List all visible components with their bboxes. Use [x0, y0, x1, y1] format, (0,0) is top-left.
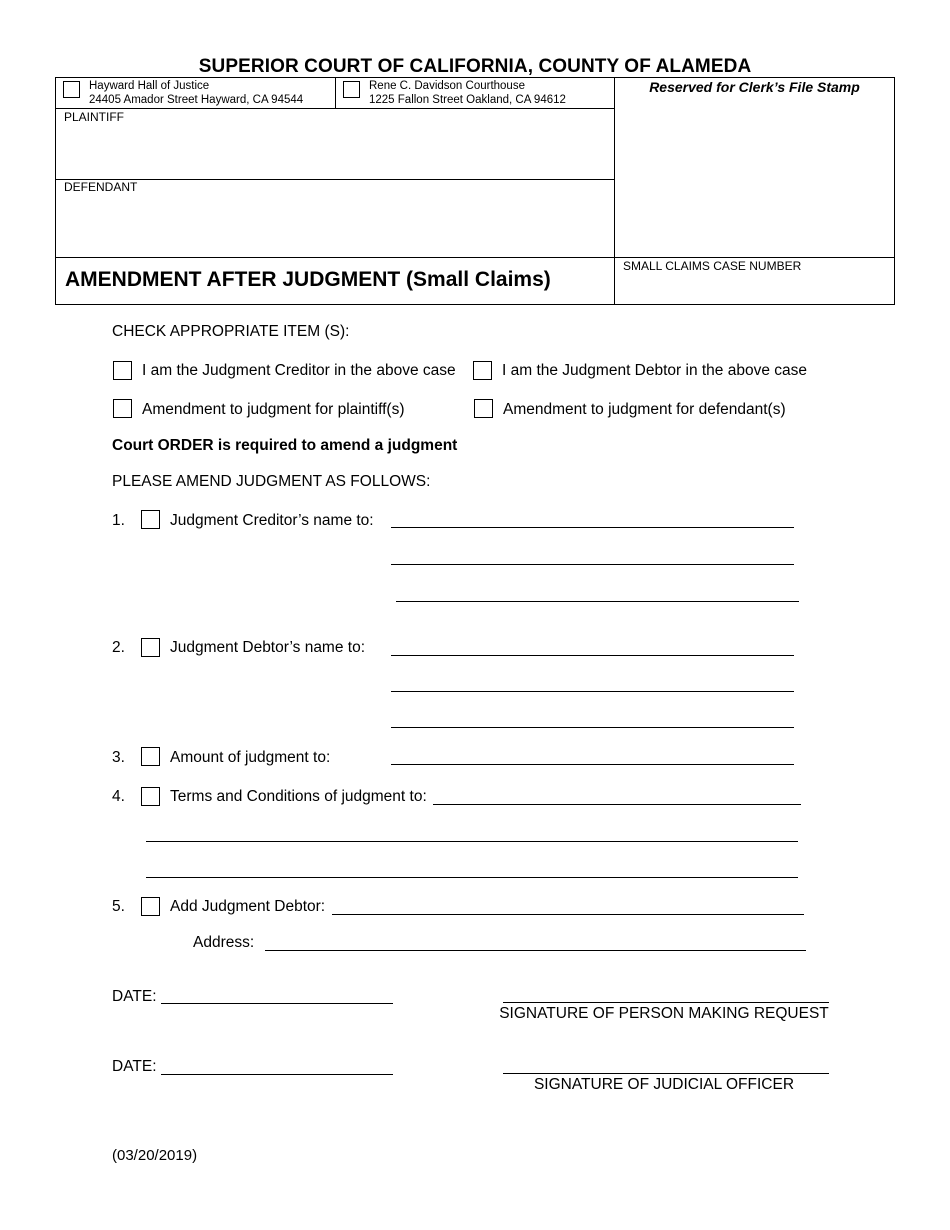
item-4-line-1[interactable]: [433, 804, 801, 805]
date-1-label: DATE:: [112, 988, 157, 1005]
item-5-number: 5.: [112, 898, 125, 915]
item-2-line-3[interactable]: [391, 727, 794, 728]
item-1-number: 1.: [112, 512, 125, 529]
courthouse-oakland: [369, 79, 566, 107]
date-2-label: DATE:: [112, 1058, 157, 1075]
item-3-line[interactable]: [391, 764, 794, 765]
judgment-creditor-checkbox[interactable]: [113, 361, 132, 380]
caption-divider: [614, 77, 615, 305]
courthouse-hayward-name: Hayward Hall of Justice: [89, 80, 210, 92]
courthouse-divider: [335, 77, 336, 108]
amend-for-plaintiff-label: Amendment to judgment for plaintiff(s): [142, 401, 405, 418]
item-5-checkbox[interactable]: [141, 897, 160, 916]
amend-for-defendant-checkbox[interactable]: [474, 399, 493, 418]
item-4-label: Terms and Conditions of judgment to:: [170, 788, 427, 805]
judgment-creditor-option-label: I am the Judgment Creditor in the above case: [142, 362, 456, 379]
courthouse-oakland-name: Rene C. Davidson Courthouse: [369, 80, 525, 92]
item-3-checkbox[interactable]: [141, 747, 160, 766]
item-2-number: 2.: [112, 639, 125, 656]
item-2-line-2[interactable]: [391, 691, 794, 692]
plaintiff-label: PLAINTIFF: [64, 110, 125, 124]
item-1-line-3[interactable]: [396, 601, 799, 602]
address-label: Address:: [193, 934, 255, 951]
courthouse-hayward: [89, 79, 303, 107]
clerk-stamp-label: Reserved for Clerk’s File Stamp: [649, 79, 860, 95]
court-title: SUPERIOR COURT OF CALIFORNIA, COUNTY OF ALAMEDA: [198, 56, 752, 77]
check-heading: CHECK APPROPRIATE ITEM (S):: [112, 323, 350, 340]
judgment-debtor-checkbox[interactable]: [473, 361, 492, 380]
defendant-field[interactable]: [58, 196, 611, 254]
item-3-label: Amount of judgment to:: [170, 749, 331, 766]
defendant-row-line: [55, 257, 895, 258]
item-4-line-3[interactable]: [146, 877, 798, 878]
courthouse-hayward-address: 24405 Amador Street Hayward, CA 94544: [89, 94, 304, 106]
judicial-signature-label: SIGNATURE OF JUDICIAL OFFICER: [533, 1076, 795, 1093]
courthouse-oakland-checkbox[interactable]: [343, 81, 360, 98]
courthouse-oakland-address: 1225 Fallon Street Oakland, CA 94612: [369, 94, 566, 106]
item-4-number: 4.: [112, 788, 125, 805]
date-1-line[interactable]: [161, 1003, 393, 1004]
court-order-note: Court ORDER is required to amend a judgment: [112, 437, 458, 454]
courthouse-row-line: [55, 108, 615, 109]
plaintiff-row-line: [55, 179, 615, 180]
date-2-line[interactable]: [161, 1074, 393, 1075]
defendant-label: DEFENDANT: [64, 180, 138, 194]
item-2-checkbox[interactable]: [141, 638, 160, 657]
judgment-debtor-option-label: I am the Judgment Debtor in the above case: [502, 362, 808, 379]
item-4-line-2[interactable]: [146, 841, 798, 842]
item-4-checkbox[interactable]: [141, 787, 160, 806]
amend-for-defendant-label: Amendment to judgment for defendant(s): [503, 401, 786, 418]
case-number-field[interactable]: [618, 275, 891, 301]
requester-signature-label: SIGNATURE OF PERSON MAKING REQUEST: [499, 1005, 829, 1022]
amend-for-plaintiff-checkbox[interactable]: [113, 399, 132, 418]
item-1-label: Judgment Creditor’s name to:: [170, 512, 374, 529]
requester-signature-line[interactable]: [503, 1002, 829, 1003]
document-title: AMENDMENT AFTER JUDGMENT (Small Claims): [65, 268, 551, 291]
item-1-line-1[interactable]: [391, 527, 794, 528]
address-line[interactable]: [265, 950, 806, 951]
item-3-number: 3.: [112, 749, 125, 766]
judicial-signature-line[interactable]: [503, 1073, 829, 1074]
revision-date: (03/20/2019): [112, 1147, 198, 1164]
item-2-line-1[interactable]: [391, 655, 794, 656]
item-1-checkbox[interactable]: [141, 510, 160, 529]
item-1-line-2[interactable]: [391, 564, 794, 565]
item-5-label: Add Judgment Debtor:: [170, 898, 326, 915]
item-2-label: Judgment Debtor’s name to:: [170, 639, 366, 656]
item-5-line[interactable]: [332, 914, 804, 915]
plaintiff-field[interactable]: [58, 126, 611, 176]
amend-heading: PLEASE AMEND JUDGMENT AS FOLLOWS:: [112, 473, 431, 490]
courthouse-hayward-checkbox[interactable]: [63, 81, 80, 98]
case-number-label: SMALL CLAIMS CASE NUMBER: [623, 259, 802, 273]
